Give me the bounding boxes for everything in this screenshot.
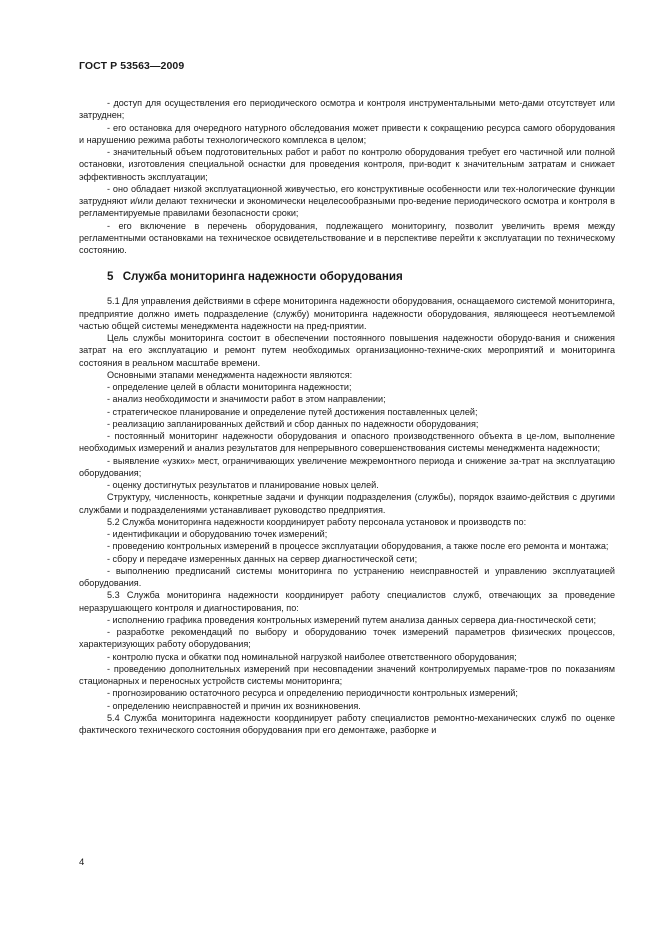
list-item: - идентификации и оборудованию точек измерений; bbox=[107, 529, 328, 539]
paragraph: Цель службы мониторинга состоит в обеспечении постоянного повышения надежности оборудо-вания и снижения затрат на его эксплуатацию и ремонт путем необходимых организационно-техниче-ских мероприятий и мониторинга состояния в реальном масштабе времени. bbox=[79, 333, 615, 368]
list-item: - выполнению предписаний системы мониторинга по устранению неисправностей и управлению эксплуатацией оборудования. bbox=[79, 565, 615, 588]
standard-header: ГОСТ Р 53563—2009 bbox=[79, 60, 185, 72]
list-item: - анализ необходимости и значимости работ в этом направлении; bbox=[107, 394, 386, 405]
list-item: - исполнению графика проведения контрольных измерений путем анализа данных сервера диа-гностической сети; bbox=[107, 614, 596, 625]
list-item: - проведению дополнительных измерений при несовпадении значений контролируемых параме-тров по показаниям стационарных и переносных устройств системы мониторинга; bbox=[79, 663, 615, 686]
paragraph: - его включение в перечень оборудования, подлежащего мониторингу, позволит увеличить время между регламентными остановками на техническое освидетельствование и в перспективе перейти к эксплуатации по техническому состоянию. bbox=[79, 220, 615, 255]
list-item: - контролю пуска и обкатки под номинальной нагрузкой наиболее ответственного оборудования; bbox=[107, 651, 517, 662]
list-item: - оценку достигнутых результатов и планирование новых целей. bbox=[107, 480, 379, 490]
paragraph: Основными этапами менеджмента надежности являются: bbox=[107, 369, 353, 380]
paragraph: 5.4 Служба мониторинга надежности координирует работу специалистов ремонтно-механических служб по оценке фактического технического состояния оборудования при его демонтаже, разборке и bbox=[79, 712, 615, 735]
section-heading bbox=[79, 269, 615, 285]
section-number: 5 bbox=[107, 270, 114, 284]
list-item: - проведению контрольных измерений в процессе эксплуатации оборудования, а также после его ремонта и монтажа; bbox=[107, 541, 609, 552]
body-text bbox=[79, 97, 615, 736]
list-item: - выявление «узких» мест, ограничивающих увеличение межремонтного периода и снижение за-трат на эксплуатацию оборудования; bbox=[79, 455, 615, 478]
paragraph: - доступ для осуществления его периодического осмотра и контроля инструментальными мето-дами отсутствует или затруднен; bbox=[79, 98, 615, 121]
list-item: - прогнозированию остаточного ресурса и определению периодичности контрольных измерений; bbox=[107, 688, 518, 699]
paragraph: - оно обладает низкой эксплуатационной живучестью, его конструктивные особенности или тех-нологические функции затрудняют и/или делают технически и экономически нецелесообразными про-ведение периодического осмотра и контроля в регламентируемые правилами безопасности сроки; bbox=[79, 183, 615, 219]
paragraph: 5.2 Служба мониторинга надежности координирует работу персонала установок и производств по: bbox=[107, 516, 527, 527]
list-item: - определение целей в области мониторинга надежности; bbox=[107, 382, 352, 392]
paragraph: - его остановка для очередного натурного обследования может привести к сокращению ресурса самого оборудования и нарушению режима работы технологического комплекса в целом; bbox=[79, 122, 615, 145]
list-item: - определению неисправностей и причин их возникновения. bbox=[107, 700, 361, 711]
page-number: 4 bbox=[79, 857, 85, 868]
list-item: - постоянный мониторинг надежности оборудования и опасного производственного объекта в це-лом, выполнение необходимых измерений и анализ результатов для непрерывного совершенствования системы менеджмента надежности; bbox=[79, 431, 615, 454]
paragraph: 5.1 Для управления действиями в сфере мониторинга надежности оборудования, оснащаемого системой мониторинга, предприятие должно иметь подразделение (службу) мониторинга надежности оборудования, являющееся неотъемлемой частью общей системы менеджмента надежности на пред-приятии. bbox=[79, 296, 616, 331]
list-item: - реализацию запланированных действий и сбор данных по надежности оборудования; bbox=[107, 418, 479, 429]
paragraph: Структуру, численность, конкретные задачи и функции подразделения (службы), порядок взаимо-действия с другими службами и подразделениями устанавливает руководство предприятия. bbox=[79, 492, 615, 515]
paragraph: - значительный объем подготовительных работ и работ по контролю оборудования требует его частичной или полной остановки, изготовления специальной оснастки для проведения контроля, при-водит к значительным затратам и снижает эффективность эксплуатации; bbox=[79, 147, 615, 182]
paragraph: 5.3 Служба мониторинга надежности координирует работу специалистов служб, отвечающих за проведение неразрушающего контроля и диагностирования, по: bbox=[79, 590, 615, 613]
list-item: - разработке рекомендаций по выбору и оборудованию точек измерений параметров физических процессов, характеризующих работу оборудования; bbox=[79, 627, 615, 650]
list-item: - стратегическое планирование и определение путей достижения поставленных целей; bbox=[107, 406, 478, 417]
list-item: - сбору и передаче измеренных данных на сервер диагностической сети; bbox=[107, 553, 418, 564]
section-title: Служба мониторинга надежности оборудования bbox=[122, 270, 403, 284]
